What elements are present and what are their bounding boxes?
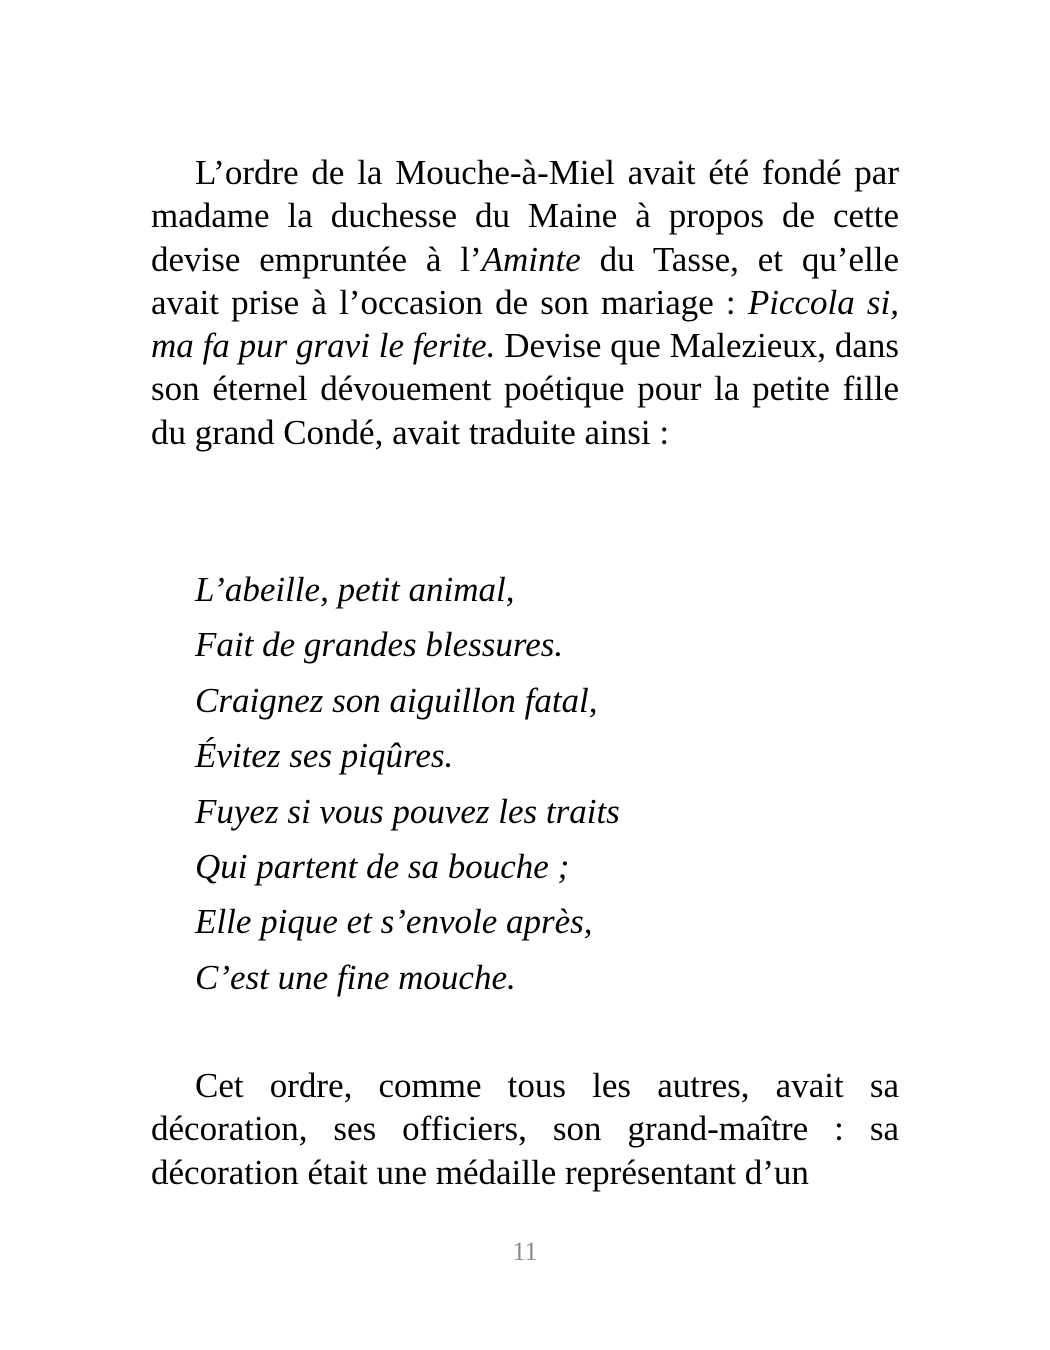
poem-line: Fait de grandes blessures. — [195, 625, 564, 665]
paragraph-2: Cet ordre, comme tous les autres, avait sa décoration, ses officiers, son grand-maître : sa décoration était une médaille représentant d’un — [151, 1066, 899, 1192]
poem-line: C’est une fine mouche. — [195, 957, 516, 997]
poem-line: Craignez son aiguillon fatal, — [195, 680, 598, 720]
paragraph-1 — [151, 151, 899, 454]
poem-line: Qui partent de sa bouche ; — [195, 847, 570, 887]
page-number: 11 — [512, 1237, 538, 1266]
paragraph-1-text-c: Devise que Malezieux, dans son éternel dévouement poétique pour la petite fille du grand Condé, avait traduite ainsi : — [151, 326, 899, 452]
paragraph-1-text-b: du Tasse, et qu’elle avait prise à l’occasion de son mariage : — [151, 239, 899, 322]
paragraph-1-italic-motto: Piccola si, ma fa pur gravi le ferite. — [151, 282, 899, 366]
poem-line: L’abeille, petit animal, — [195, 570, 515, 609]
poem — [195, 562, 620, 1005]
poem-line: Elle pique et s’envole après, — [195, 902, 593, 942]
paragraph-1-text-a: L’ordre de la Mouche-à-Miel avait été fondé par madame la duchesse du Maine à propos de cette devise empruntée à l’ — [151, 153, 899, 279]
poem-line: Fuyez si vous pouvez les traits — [195, 791, 620, 831]
poem-line: Évitez ses piqûres. — [195, 736, 454, 776]
paragraph-1-italic-title: Aminte — [481, 239, 581, 279]
